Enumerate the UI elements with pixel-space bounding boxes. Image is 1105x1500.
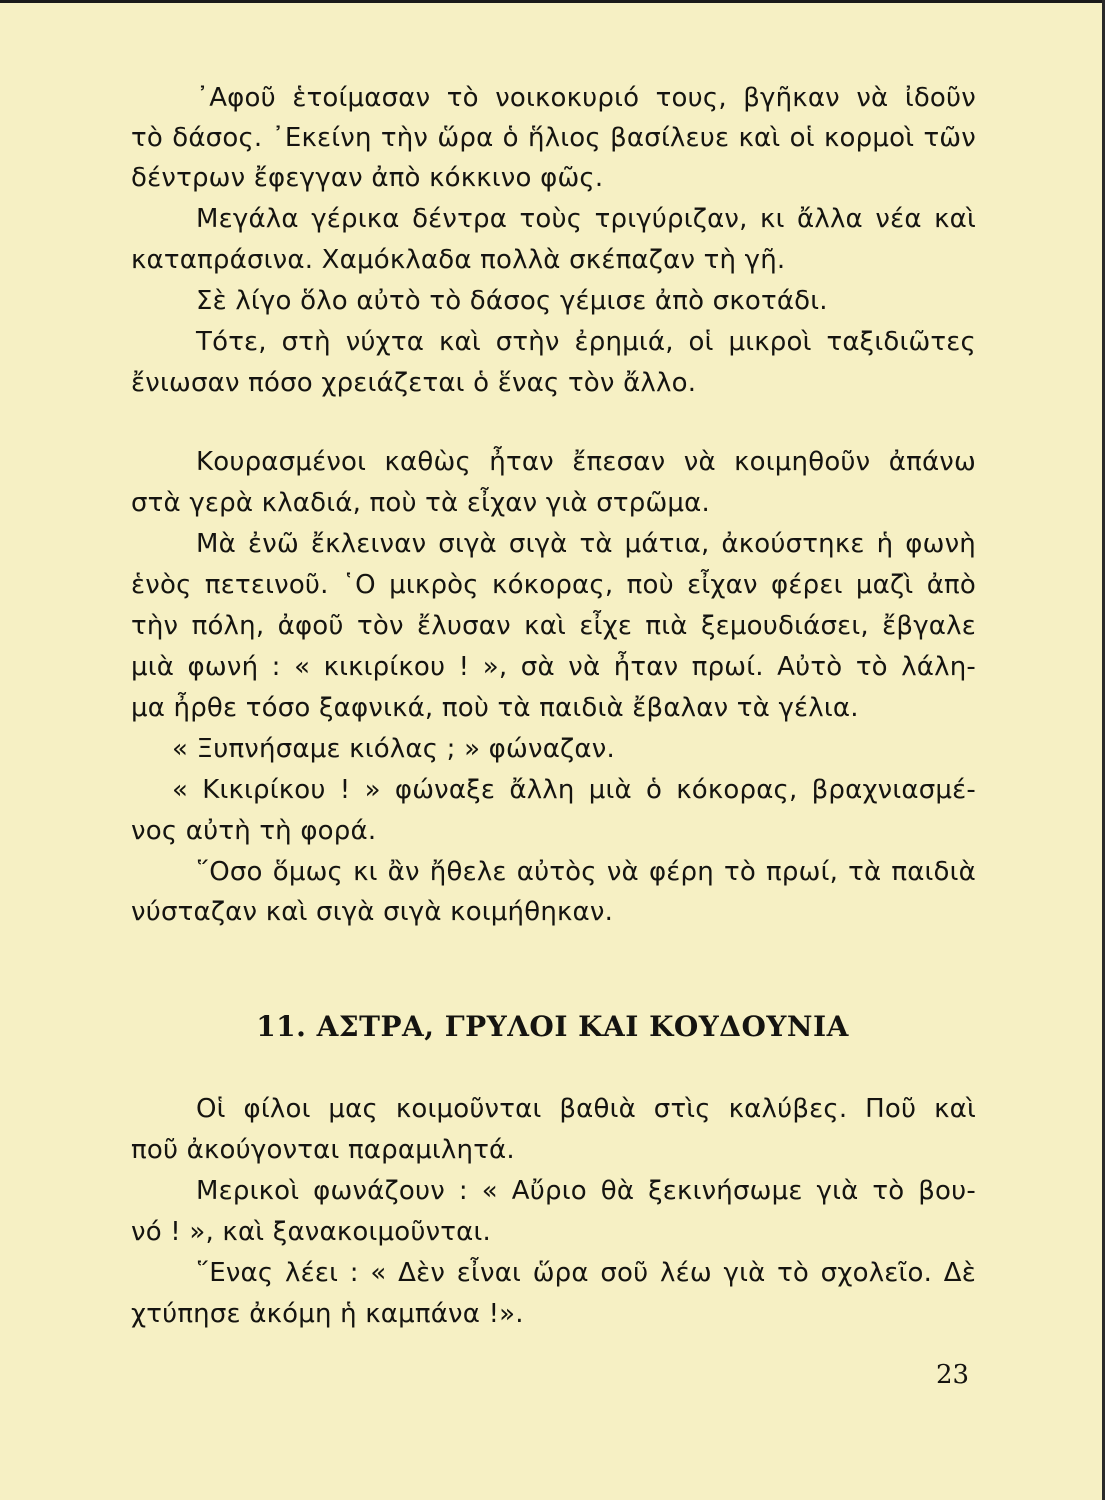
text-line: νος αὐτὴ τὴ φορά. (131, 816, 377, 846)
text-line: « Κικιρίκου ! » φώναξε ἄλλη μιὰ ὁ κόκορας, βραχνιασμέ- (172, 775, 976, 805)
text-line: Μὰ ἐνῶ ἔκλειναν σιγὰ σιγὰ τὰ μάτια, ἀκούστηκε ἡ φωνὴ (196, 529, 976, 559)
text-line: ᾿Αφοῦ ἑτοίμασαν τὸ νοικοκυριό τους, βγῆκαν νὰ ἰδοῦν (196, 83, 976, 113)
text-line: μα ἦρθε τόσο ξαφνικά, ποὺ τὰ παιδιὰ ἔβαλαν τὰ γέλια. (131, 693, 859, 723)
text-line: ῞Οσο ὅμως κι ἂν ἤθελε αὐτὸς νὰ φέρη τὸ πρωί, τὰ παιδιὰ (196, 857, 976, 887)
text-line: νό ! », καὶ ξανακοιμοῦνται. (131, 1217, 491, 1247)
text-line: χτύπησε ἀκόμη ἡ καμπάνα !». (131, 1299, 524, 1329)
text-line: Μερικοὶ φωνάζουν : « Αὔριο θὰ ξεκινήσωμε γιὰ τὸ βου- (196, 1176, 976, 1206)
text-line: τὸ δάσος. ᾿Εκείνη τὴν ὥρα ὁ ἥλιος βασίλευε καὶ οἱ κορμοὶ τῶν (131, 123, 976, 153)
text-line: στὰ γερὰ κλαδιά, ποὺ τὰ εἶχαν γιὰ στρῶμα. (131, 488, 710, 518)
text-line: μιὰ φωνή : « κικιρίκου ! », σὰ νὰ ἦταν πρωί. Αὐτὸ τὸ λάλη- (131, 652, 976, 682)
text-line: ἑνὸς πετεινοῦ. ῾Ο μικρὸς κόκορας, ποὺ εἶχαν φέρει μαζὶ ἀπὸ (131, 570, 976, 600)
text-line: νύσταζαν καὶ σιγὰ σιγὰ κοιμήθηκαν. (131, 897, 614, 927)
text-line: « Ξυπνήσαμε κιόλας ; » φώναζαν. (172, 734, 615, 764)
text-line: καταπράσινα. Χαμόκλαδα πολλὰ σκέπαζαν τὴ γῆ. (131, 245, 786, 275)
text-line: ῞Ενας λέει : « Δὲν εἶναι ὥρα σοῦ λέω γιὰ τὸ σχολεῖο. Δὲ (196, 1258, 976, 1288)
chapter-heading: 11. ΑΣΤΡΑ, ΓΡΥΛΟΙ ΚΑΙ ΚΟΥΔΟΥΝΙΑ (256, 1010, 849, 1043)
text-line: Σὲ λίγο ὅλο αὐτὸ τὸ δάσος γέμισε ἀπὸ σκοτάδι. (196, 286, 828, 316)
text-line: Κουρασμένοι καθὼς ἦταν ἔπεσαν νὰ κοιμηθοῦν ἀπάνω (196, 447, 976, 477)
text-line: Τότε, στὴ νύχτα καὶ στὴν ἐρημιά, οἱ μικροὶ ταξιδιῶτες (196, 327, 976, 357)
text-line: τὴν πόλη, ἀφοῦ τὸν ἔλυσαν καὶ εἶχε πιὰ ξεμουδιάσει, ἔβγαλε (131, 611, 976, 641)
text-line: Οἱ φίλοι μας κοιμοῦνται βαθιὰ στὶς καλύβες. Ποῦ καὶ (196, 1094, 976, 1124)
text-line: ποῦ ἀκούγονται παραμιλητά. (131, 1135, 515, 1165)
page-number: 23 (936, 1360, 970, 1390)
text-line: Μεγάλα γέρικα δέντρα τοὺς τριγύριζαν, κι ἄλλα νέα καὶ (196, 204, 976, 234)
text-line: δέντρων ἔφεγγαν ἀπὸ κόκκινο φῶς. (131, 163, 604, 193)
text-line: ἔνιωσαν πόσο χρειάζεται ὁ ἕνας τὸν ἄλλο. (131, 368, 697, 398)
